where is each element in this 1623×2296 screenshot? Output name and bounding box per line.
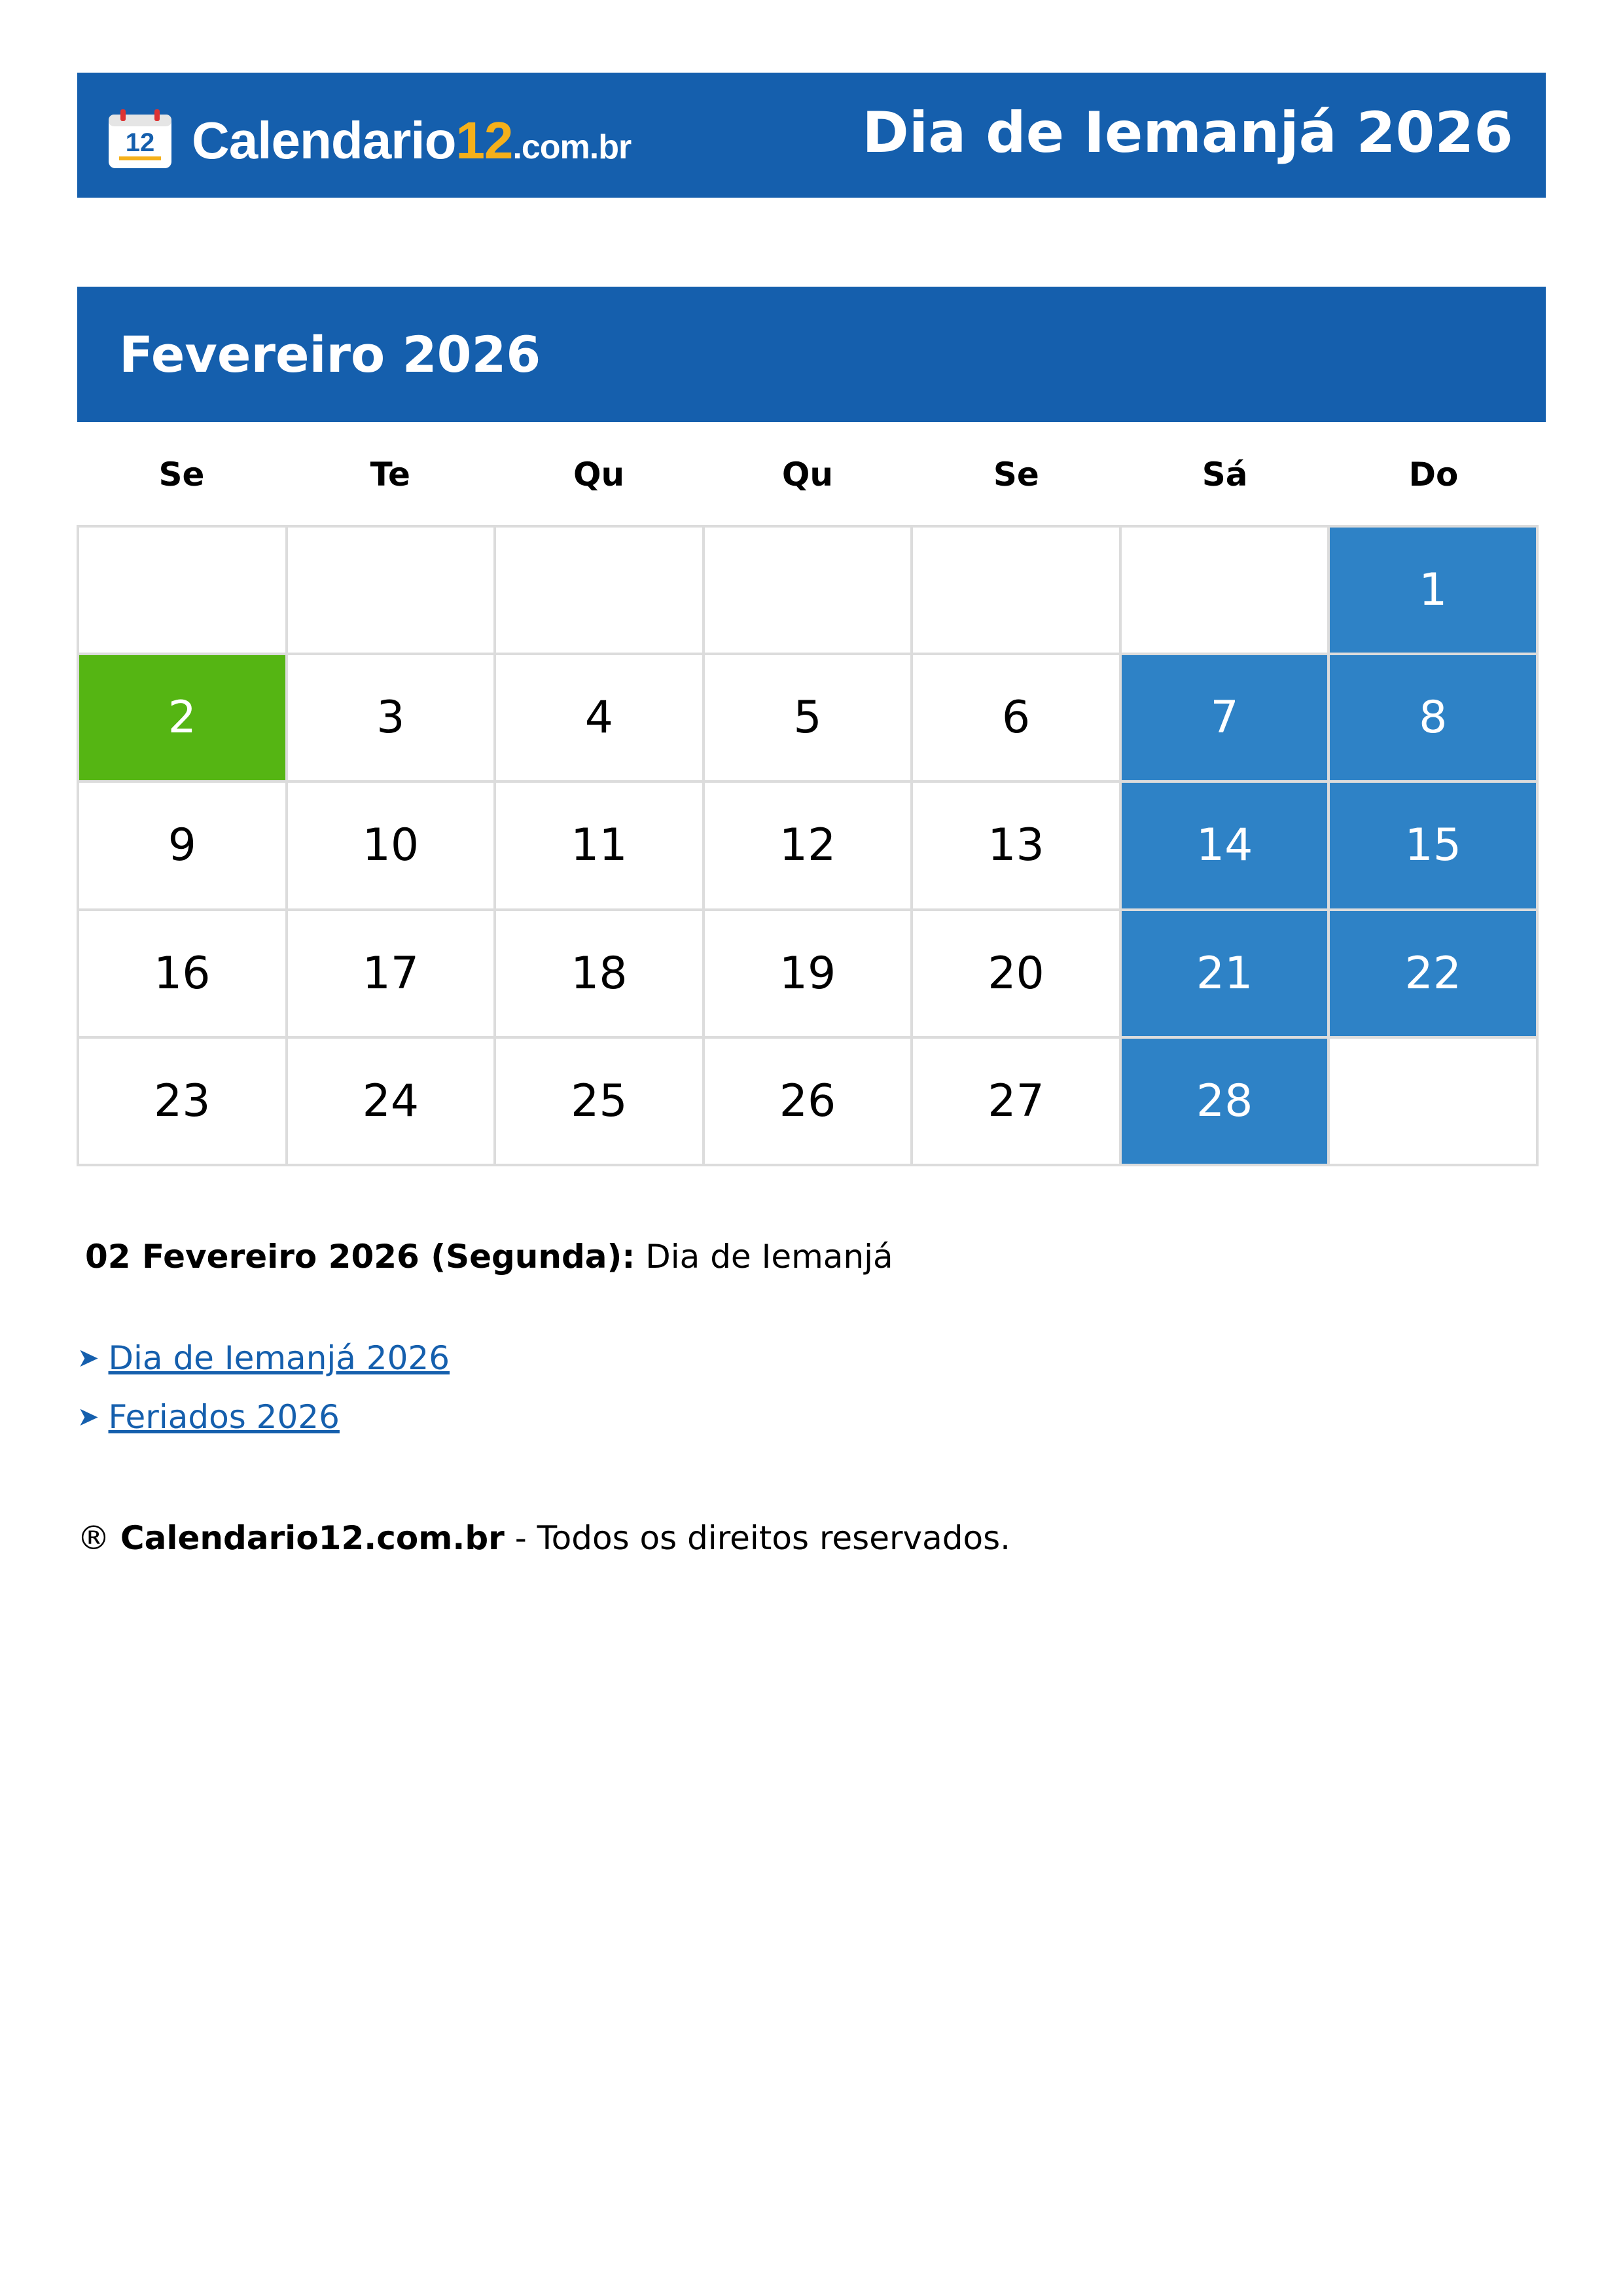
day-cell[interactable]: 26	[705, 1039, 914, 1166]
month-title: Fevereiro 2026	[119, 325, 541, 384]
day-cell[interactable]: 15	[1330, 783, 1539, 910]
day-cell[interactable]: 10	[288, 783, 497, 910]
day-cell[interactable]: 19	[705, 911, 914, 1039]
day-cell[interactable]: 16	[79, 911, 288, 1039]
day-cell[interactable]: 25	[496, 1039, 705, 1166]
page-title: Dia de Iemanjá 2026	[862, 100, 1513, 166]
arrow-right-icon: ➤	[77, 1343, 99, 1373]
empty-day-cell	[79, 528, 288, 655]
day-cell[interactable]: 1	[1330, 528, 1539, 655]
day-cell[interactable]: 23	[79, 1039, 288, 1166]
calendar-logo-icon	[106, 108, 174, 171]
holiday-description	[85, 1230, 893, 1283]
header-bar	[77, 73, 1546, 198]
day-cell[interactable]: 9	[79, 783, 288, 910]
day-cell[interactable]: 20	[913, 911, 1122, 1039]
day-cell[interactable]: 8	[1330, 655, 1539, 783]
day-cell[interactable]: 28	[1122, 1039, 1330, 1166]
day-cell[interactable]: 11	[496, 783, 705, 910]
weekday-label: Se	[993, 456, 1039, 493]
day-cell[interactable]: 4	[496, 655, 705, 783]
weekday-label: Qu	[781, 456, 833, 493]
day-cell[interactable]: 5	[705, 655, 914, 783]
empty-day-cell	[705, 528, 914, 655]
footer	[77, 1512, 1010, 1564]
day-cell[interactable]: 7	[1122, 655, 1330, 783]
link-dia-de-iemanja-2026[interactable]: Dia de Iemanjá 2026	[108, 1339, 450, 1377]
calendar-grid	[77, 525, 1539, 1166]
day-cell[interactable]: 12	[705, 783, 914, 910]
day-cell[interactable]: 24	[288, 1039, 497, 1166]
related-links	[77, 1329, 450, 1446]
empty-day-cell	[288, 528, 497, 655]
day-cell[interactable]: 6	[913, 655, 1122, 783]
arrow-right-icon: ➤	[77, 1402, 99, 1432]
day-cell[interactable]: 27	[913, 1039, 1122, 1166]
site-logo[interactable]	[192, 109, 631, 179]
day-cell[interactable]: 18	[496, 911, 705, 1039]
footer-rights: - Todos os direitos reservados.	[514, 1519, 1011, 1557]
weekday-label: Se	[158, 456, 205, 493]
weekday-label: Te	[370, 456, 410, 493]
empty-day-cell	[1330, 1039, 1539, 1166]
empty-day-cell	[913, 528, 1122, 655]
day-cell[interactable]: 14	[1122, 783, 1330, 910]
day-cell[interactable]: 21	[1122, 911, 1330, 1039]
day-cell[interactable]: 13	[913, 783, 1122, 910]
link-item	[77, 1329, 450, 1388]
day-cell[interactable]: 17	[288, 911, 497, 1039]
holiday-date: 02 Fevereiro 2026 (Segunda):	[85, 1238, 635, 1276]
day-cell[interactable]: 22	[1330, 911, 1539, 1039]
empty-day-cell	[1122, 528, 1330, 655]
link-item	[77, 1388, 450, 1446]
weekday-header-row	[77, 445, 1538, 504]
logo-icon-number: 12	[125, 128, 155, 157]
link-feriados-2026[interactable]: Feriados 2026	[108, 1398, 340, 1436]
holiday-day-cell[interactable]: 2	[79, 655, 288, 783]
weekday-label: Do	[1408, 456, 1459, 493]
logo-number: 12	[455, 111, 513, 170]
weekday-label: Qu	[573, 456, 625, 493]
logo-tld: .com.br	[512, 128, 632, 166]
month-header	[77, 287, 1546, 422]
day-cell[interactable]: 3	[288, 655, 497, 783]
registered-symbol: ®	[77, 1519, 110, 1557]
weekday-label: Sá	[1202, 456, 1248, 493]
holiday-name: Dia de Iemanjá	[645, 1238, 893, 1276]
footer-site-name: Calendario12.com.br	[120, 1519, 505, 1557]
empty-day-cell	[496, 528, 705, 655]
logo-name: Calendario	[192, 111, 456, 170]
